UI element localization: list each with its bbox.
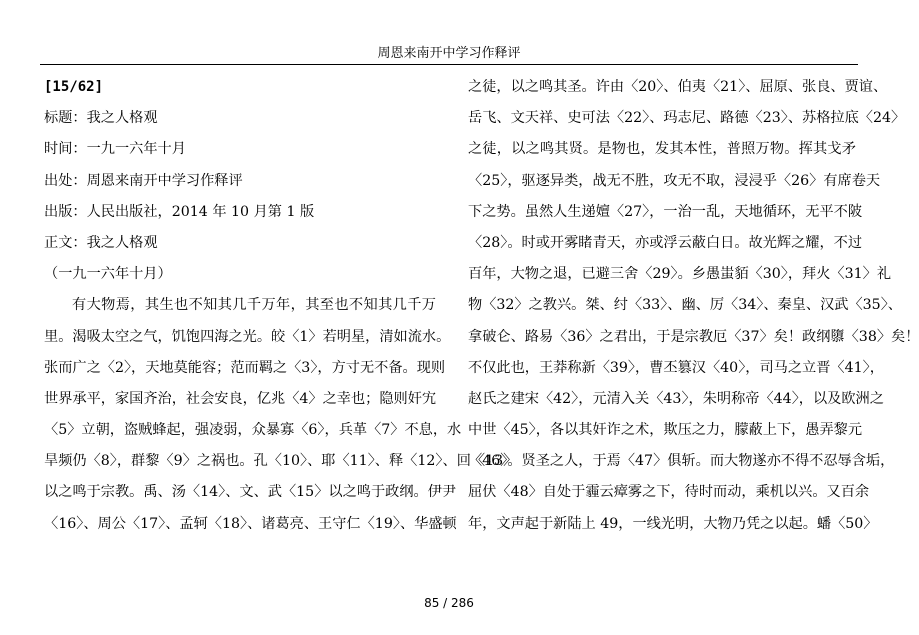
meta-value: 一九一六年十月 bbox=[86, 141, 186, 158]
meta-body-title bbox=[44, 228, 436, 259]
left-column bbox=[44, 72, 518, 540]
body-line: 之徒，以之鸣其贤。是物也，发其本性，普照万物。挥其戈矛 bbox=[468, 141, 856, 158]
meta-publisher bbox=[44, 197, 436, 228]
meta-label: 标题： bbox=[44, 110, 87, 127]
body-line: 中世〈45〉，各以其奸诈之术，欺压之力，朦蔽上下，愚弄黎元 bbox=[468, 422, 863, 439]
body-line: 物〈32〉之教兴。桀、纣〈33〉、幽、厉〈34〉、秦皇、汉武〈35〉、 bbox=[468, 297, 902, 314]
body-line: 赵氏之建宋〈42〉，元清入关〈43〉，朱明称帝〈44〉，以及欧洲之 bbox=[468, 390, 884, 407]
body-line: 〈5〉立朝，盗贼蜂起，强凌弱，众暴寡〈6〉，兵革〈7〉不息，水 bbox=[44, 422, 462, 439]
body-line: 拿破仑、路易〈36〉之君出，于是宗教厄〈37〉矣！政纲隳〈38〉矣！ bbox=[468, 328, 919, 345]
body-line: 之徒，以之鸣其圣。许由〈20〉、伯夷〈21〉、屈原、张良、贾谊、 bbox=[468, 79, 888, 95]
body-line: 不仅此也，王莽称新〈39〉，曹丕篡汉〈40〉，司马之立晋〈41〉， bbox=[468, 359, 884, 376]
page-number: 85 / 286 bbox=[424, 596, 474, 610]
date-note: （一九一六年十月） bbox=[44, 266, 172, 283]
right-column bbox=[468, 72, 919, 540]
meta-title bbox=[44, 103, 436, 134]
meta-label: 出版： bbox=[44, 203, 87, 220]
meta-value: 人民出版社，2014 年 10 月第 1 版 bbox=[86, 203, 315, 220]
meta-value: 我之人格观 bbox=[86, 110, 158, 127]
meta-value: 我之人格观 bbox=[86, 234, 158, 251]
body-line: 岳飞、文天祥、史可法〈22〉、玛志尼、路德〈23〉、苏格拉底〈24〉 bbox=[468, 110, 906, 127]
body-line: 旱频仍〈8〉，群黎〈9〉之祸也。孔〈10〉、耶〈11〉、释〈12〉、回〈13〉 bbox=[44, 453, 518, 470]
body-line: 屈伏〈48〉自处于霾云瘴雾之下，待时而动，乘机以兴。又百余 bbox=[468, 484, 870, 501]
body-line: 有大物焉，其生也不知其几千万年，其至也不知其几千万 bbox=[72, 297, 436, 314]
body-line: 下之势。虽然人生递嬗〈27〉，一治一乱，天地循环，无平不陂 bbox=[468, 203, 863, 220]
body-line: 年，文声起于新陆上 49，一线光明，大物乃凭之以起。蟠〈50〉 bbox=[468, 515, 878, 532]
body-line: 以之鸣于宗教。禹、汤〈14〉、文、武〈15〉以之鸣于政纲。伊尹 bbox=[44, 484, 457, 501]
meta-label: 正文： bbox=[44, 234, 87, 251]
meta-value: 周恩来南开中学习作释评 bbox=[86, 172, 243, 189]
meta-label: 出处： bbox=[44, 172, 87, 189]
body-line: 世界承平，家国齐治，社会安良，亿兆〈4〉之幸也；隐则奸宄 bbox=[44, 390, 437, 407]
body-line: 〈28〉。时或开雾睹青天，亦或浮云蔽白日。故光辉之耀，不过 bbox=[468, 234, 863, 251]
header-rule bbox=[40, 64, 858, 65]
body-line: 张而广之〈2〉，天地莫能容；范而羁之〈3〉，方寸无不备。现则 bbox=[44, 359, 446, 376]
page-index: [15/62] bbox=[44, 79, 104, 95]
running-header: 周恩来南开中学习作释评 bbox=[377, 46, 521, 61]
meta-time bbox=[44, 134, 436, 165]
body-line: 百年，大物之退，已避三舍〈29〉。乡愚蚩貊〈30〉，拜火〈31〉礼 bbox=[468, 266, 892, 283]
body-line: 里。渴吸太空之气，饥饱四海之光。皎〈1〉若明星，清如流水。 bbox=[44, 328, 451, 345]
body-line: 〈46〉。贤圣之人，于焉〈47〉俱斩。而大物遂亦不得不忍辱含垢， bbox=[468, 453, 895, 470]
meta-label: 时间： bbox=[44, 141, 87, 158]
body-line: 〈25〉，驱逐异类，战无不胜，攻无不取，浸浸乎〈26〉有席卷天 bbox=[468, 172, 881, 189]
meta-source bbox=[44, 166, 436, 197]
body-line: 〈16〉、周公〈17〉、孟轲〈18〉、诸葛亮、王守仁〈19〉、华盛顿 bbox=[44, 515, 457, 532]
